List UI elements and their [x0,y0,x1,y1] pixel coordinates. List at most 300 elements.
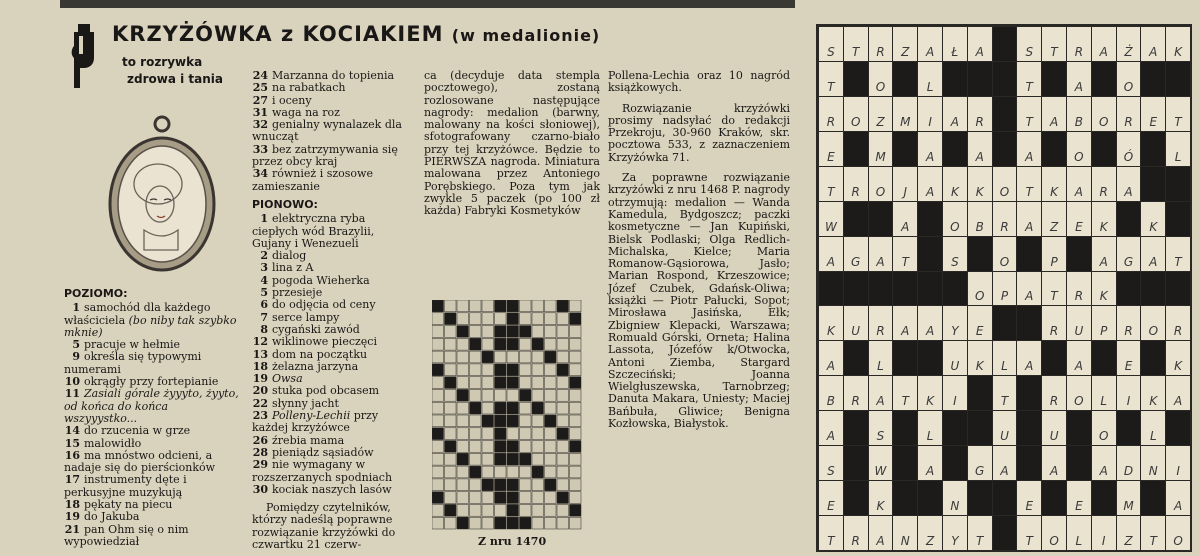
clue-number: 26 [252,433,268,447]
grid-cell[interactable] [1116,166,1142,202]
grid-cell[interactable] [917,166,943,202]
clue-number: 6 [260,298,268,312]
cell-letter: A [975,149,984,164]
grid-cell[interactable] [818,236,844,272]
grid-cell[interactable] [1165,445,1191,481]
cell-letter: K [1174,359,1183,374]
grid-cell[interactable] [1041,236,1067,272]
cell-letter: A [1124,184,1133,199]
grid-cell[interactable] [1041,271,1067,307]
grid-cell[interactable] [1041,305,1067,341]
grid-cell[interactable] [967,445,993,481]
grid-cell[interactable] [992,166,1018,202]
grid-cell[interactable] [1016,166,1042,202]
grid-cell[interactable] [818,201,844,237]
grid-cell[interactable] [1091,375,1117,411]
grid-cell[interactable] [917,305,943,341]
cell-letter: A [1099,254,1108,269]
grid-cell[interactable] [942,96,968,132]
grid-cell[interactable] [1091,445,1117,481]
cell-letter: A [1173,394,1183,409]
grid-cell[interactable] [917,515,943,551]
clue-text: dom na początku [272,347,368,361]
cell-letter: A [925,44,935,59]
clue-italic-text: (bo niby tak szybko mknie) [64,313,237,339]
grid-cell[interactable] [1016,480,1042,516]
clue-text: kociak naszych lasów [272,482,392,496]
cell-letter: A [1049,114,1059,129]
grid-cell[interactable] [1116,305,1142,341]
clue-number: 11 [64,387,80,401]
grid-cell[interactable] [992,236,1018,272]
cell-letter: I [1126,394,1131,409]
cell-letter: O [974,289,985,304]
cell-letter: Ż [1124,44,1133,59]
clue-number: 21 [64,522,80,536]
grid-cell[interactable] [992,375,1018,411]
grid-block [1165,410,1191,446]
grid-cell[interactable] [818,445,844,481]
cell-letter: T [827,79,835,94]
grid-block [1091,131,1117,167]
grid-cell[interactable] [942,26,968,62]
grid-cell[interactable] [868,305,894,341]
cell-letter: P [1000,289,1009,304]
grid-block [868,271,894,307]
grid-block [892,340,918,376]
grid-block [843,271,869,307]
cell-letter: O [850,114,861,129]
grid-cell[interactable] [967,305,993,341]
cell-letter: P [1100,324,1108,339]
cell-letter: N [1148,464,1158,479]
grid-cell[interactable] [1066,166,1092,202]
clue-number: 5 [72,338,80,352]
grid-cell[interactable] [1091,271,1117,307]
grid-cell[interactable] [1116,131,1142,167]
grid-block [1041,480,1067,516]
cell-letter: Ó [1123,149,1134,164]
grid-cell[interactable] [917,445,943,481]
cell-letter: O [999,254,1010,269]
grid-cell[interactable] [818,96,844,132]
cell-letter: O [1148,324,1159,339]
clue-number: 12 [252,335,268,349]
title-sub: (w medalionie) [451,26,601,45]
clue-text-tail: przy każdej krzyżówce [252,409,379,435]
grid-cell[interactable] [1140,445,1166,481]
grid-cell[interactable] [992,340,1018,376]
cell-letter: R [1124,324,1133,339]
grid-cell[interactable] [1066,480,1092,516]
grid-cell[interactable] [1041,445,1067,481]
grid-block [892,131,918,167]
grid-cell[interactable] [868,96,894,132]
grid-cell[interactable] [1066,201,1092,237]
grid-cell[interactable] [1066,26,1092,62]
grid-cell[interactable] [868,131,894,167]
cell-letter: Ł [951,44,959,59]
clue-across [64,524,242,549]
grid-cell[interactable] [868,26,894,62]
grid-cell[interactable] [1016,515,1042,551]
grid-cell[interactable] [942,305,968,341]
grid-cell[interactable] [1066,515,1092,551]
grid-cell[interactable] [868,445,894,481]
cell-letter: R [851,394,860,409]
grid-cell[interactable] [1091,305,1117,341]
grid-cell[interactable] [1116,445,1142,481]
grid-cell[interactable] [1016,26,1042,62]
grid-cell[interactable] [917,96,943,132]
clue-number: 17 [64,473,80,487]
grid-cell[interactable] [1066,96,1092,132]
cell-letter: B [826,394,836,409]
grid-cell[interactable] [1016,96,1042,132]
clue-across [64,450,242,475]
grid-cell[interactable] [967,166,993,202]
cell-letter: L [1174,149,1182,164]
grid-cell[interactable] [1165,375,1191,411]
pionowo-heading: PIONOWO: [252,197,318,211]
cell-letter: W [824,219,837,234]
clue-across [64,474,242,499]
grid-cell[interactable] [942,201,968,237]
grid-cell[interactable] [1140,410,1166,446]
grid-cell[interactable] [917,410,943,446]
grid-cell[interactable] [967,26,993,62]
grid-cell[interactable] [818,480,844,516]
cell-letter: R [1074,289,1084,304]
grid-cell[interactable] [868,61,894,97]
grid-cell[interactable] [818,26,844,62]
cell-letter: A [1149,44,1158,59]
cell-letter: P [1050,254,1058,269]
grid-cell[interactable] [1041,96,1067,132]
grid-cell[interactable] [892,375,918,411]
grid-cell[interactable] [892,26,918,62]
grid-cell[interactable] [1066,340,1092,376]
grid-cell[interactable] [1165,96,1191,132]
grid-cell[interactable] [892,166,918,202]
cell-letter: A [826,254,835,269]
grid-cell[interactable] [843,305,869,341]
grid-cell[interactable] [818,131,844,167]
grid-cell[interactable] [1116,515,1142,551]
clue-number: 34 [252,167,268,181]
clue-number: 3 [260,261,268,275]
cell-letter: S [951,254,959,269]
grid-cell[interactable] [868,166,894,202]
grid-cell[interactable] [1041,201,1067,237]
cell-letter: K [1149,219,1158,234]
clue-number: 1 [260,212,268,226]
cell-letter: A [1074,79,1083,94]
grid-cell[interactable] [1165,340,1191,376]
grid-cell[interactable] [1066,131,1092,167]
tagline-line-1: to rozrywka [122,55,203,69]
medallion-portrait [104,112,224,272]
grid-cell[interactable] [1165,305,1191,341]
clue-number: 28 [252,445,268,459]
tagline-line-2: zdrowa i tania [127,72,223,86]
col4-para-2: Rozwiązanie krzyżówki prosimy nadsyłać do redakcji Przekroju, 30-960 Kraków, skr. pocztowa 533, z zaznaczeniem Krzyżówka 71. [608,101,790,164]
grid-cell[interactable] [1091,201,1117,237]
grid-cell[interactable] [892,515,918,551]
cell-letter: Z [925,533,935,548]
grid-cell[interactable] [967,271,993,307]
cell-letter: L [1100,394,1108,409]
grid-block [1140,340,1166,376]
grid-cell[interactable] [942,375,968,411]
cell-letter: G [1123,254,1134,269]
grid-block [917,201,943,237]
grid-cell[interactable] [1165,480,1191,516]
grid-cell[interactable] [818,515,844,551]
grid-cell[interactable] [1091,410,1117,446]
grid-cell[interactable] [818,166,844,202]
grid-cell[interactable] [942,480,968,516]
grid-block [1116,271,1142,307]
cell-letter: R [1000,219,1009,234]
grid-cell[interactable] [1140,96,1166,132]
cell-letter: E [1149,114,1158,129]
grid-cell[interactable] [1140,26,1166,62]
grid-block [1041,131,1067,167]
grid-block [917,480,943,516]
grid-block [843,340,869,376]
grid-cell[interactable] [818,410,844,446]
clue-number: 27 [252,93,268,107]
grid-block [992,131,1018,167]
grid-cell[interactable] [892,236,918,272]
grid-cell[interactable] [992,410,1018,446]
grid-cell[interactable] [917,26,943,62]
grid-cell[interactable] [1041,166,1067,202]
grid-cell[interactable] [1116,96,1142,132]
cell-letter: O [1098,114,1109,129]
grid-cell[interactable] [1016,271,1042,307]
clue-text: żelazna jarzyna [272,359,359,373]
cell-letter: R [1173,324,1183,339]
grid-cell[interactable] [843,236,869,272]
cell-letter: O [1173,533,1183,548]
grid-cell[interactable] [1165,515,1191,551]
clue-number: 18 [64,498,80,512]
clue-italic-text: Owsa [272,372,303,386]
clue-text: określa się typowymi numerami [64,350,202,376]
grid-cell[interactable] [1140,515,1166,551]
grid-cell[interactable] [1165,236,1191,272]
grid-cell[interactable] [1140,236,1166,272]
clue-across [64,302,242,339]
grid-cell[interactable] [868,340,894,376]
grid-cell[interactable] [843,96,869,132]
cell-letter: L [877,359,884,374]
grid-cell[interactable] [942,166,968,202]
grid-block [843,201,869,237]
grid-cell[interactable] [992,271,1018,307]
grid-cell[interactable] [1165,26,1191,62]
grid-cell[interactable] [892,305,918,341]
grid-block [892,271,918,307]
grid-cell[interactable] [942,515,968,551]
grid-cell[interactable] [868,375,894,411]
grid-block [942,445,968,481]
cell-letter: R [876,44,885,59]
grid-cell[interactable] [1091,236,1117,272]
grid-cell[interactable] [1016,61,1042,97]
grid-cell[interactable] [868,515,894,551]
grid-cell[interactable] [967,96,993,132]
clue-text: genialny wynalazek dla wnucząt [252,118,402,144]
grid-block [942,61,968,97]
grid-cell[interactable] [1066,305,1092,341]
grid-cell[interactable] [1016,201,1042,237]
cell-letter: R [1124,114,1133,129]
clue-number: 33 [252,142,268,156]
clue-text: lina z A [272,261,314,275]
prize-intro-text: Pomiędzy czytelników, którzy nadeślą poprawne rozwiązanie krzyżówki do czwartku 21 czerw- [252,501,396,551]
cell-letter: U [851,324,861,339]
clue-text: pracuje w hełmie [84,338,181,352]
clue-number: 19 [252,372,268,386]
cell-letter: A [925,149,935,164]
page-title [112,22,600,46]
cell-letter: Z [876,114,885,129]
grid-cell[interactable] [868,236,894,272]
clue-italic-text: Zasiali górale żyyyto, żyyto, od końca do końca wszyyystko... [64,387,239,425]
grid-cell[interactable] [818,61,844,97]
grid-block [1116,410,1142,446]
grid-cell[interactable] [1116,340,1142,376]
grid-block [1066,445,1092,481]
grid-cell[interactable] [1066,61,1092,97]
grid-block [1165,271,1191,307]
grid-cell[interactable] [1066,375,1092,411]
grid-cell[interactable] [992,445,1018,481]
grid-cell[interactable] [1116,375,1142,411]
column-4 [608,70,790,430]
grid-cell[interactable] [1041,26,1067,62]
grid-cell[interactable] [818,340,844,376]
clue-text: pękaty na piecu [84,498,173,512]
clue-number: 2 [260,249,268,263]
grid-block [917,236,943,272]
grid-cell[interactable] [967,131,993,167]
clue-text: Marzanna do topienia [272,69,395,82]
grid-cell[interactable] [1016,131,1042,167]
grid-cell[interactable] [1091,96,1117,132]
cell-letter: O [1123,79,1134,94]
grid-cell[interactable] [818,375,844,411]
grid-cell[interactable] [967,340,993,376]
grid-cell[interactable] [1066,271,1092,307]
grid-cell[interactable] [917,375,943,411]
grid-cell[interactable] [843,166,869,202]
grid-cell[interactable] [1016,340,1042,376]
grid-block [843,480,869,516]
cell-letter: O [1074,394,1084,409]
grid-cell[interactable] [992,201,1018,237]
grid-cell[interactable] [1041,410,1067,446]
cell-letter: Z [1124,533,1133,548]
grid-cell[interactable] [917,131,943,167]
cell-letter: T [1025,79,1033,94]
grid-cell[interactable] [942,340,968,376]
grid-cell[interactable] [1091,166,1117,202]
cell-letter: T [1025,114,1033,129]
grid-cell[interactable] [818,305,844,341]
grid-cell[interactable] [1165,131,1191,167]
grid-block [1140,480,1166,516]
cell-letter: R [851,533,860,548]
grid-cell[interactable] [1140,201,1166,237]
cell-letter: L [926,79,934,94]
cell-letter: G [851,254,861,269]
grid-cell[interactable] [892,96,918,132]
cell-letter: E [827,149,835,164]
cell-letter: T [901,254,909,269]
grid-block [967,410,993,446]
clue-number: 1 [72,301,80,315]
col4-para-1: Pollena-Lechia oraz 10 nagród książkowych. [608,69,790,95]
cell-letter: D [1123,464,1134,479]
grid-block [892,445,918,481]
grid-block [892,480,918,516]
grid-cell[interactable] [1041,515,1067,551]
grid-cell[interactable] [1041,375,1067,411]
grid-block [843,61,869,97]
cell-letter: T [1025,533,1033,548]
column-3 [424,70,600,218]
grid-cell[interactable] [843,515,869,551]
grid-cell[interactable] [1140,375,1166,411]
grid-cell[interactable] [967,201,993,237]
grid-cell[interactable] [1116,26,1142,62]
tagline [122,54,223,88]
cell-letter: A [1149,254,1158,269]
grid-cell[interactable] [917,61,943,97]
cell-letter: K [1099,289,1108,304]
cell-letter: B [975,219,984,234]
grid-cell[interactable] [843,375,869,411]
grid-cell[interactable] [1116,480,1142,516]
grid-cell[interactable] [1091,515,1117,551]
cell-letter: E [975,324,984,339]
grid-block [868,201,894,237]
grid-cell[interactable] [942,236,968,272]
grid-cell[interactable] [1116,236,1142,272]
cell-letter: K [826,324,835,339]
grid-block [917,271,943,307]
cell-letter: A [1074,184,1083,199]
grid-cell[interactable] [892,201,918,237]
grid-cell[interactable] [843,26,869,62]
clue-text: wiklinowe pieczęci [272,335,377,349]
cell-letter: O [1098,429,1109,444]
cell-letter: T [1174,254,1182,269]
cell-letter: E [1075,499,1083,514]
cell-letter: Y [951,533,959,548]
grid-cell[interactable] [868,410,894,446]
grid-cell[interactable] [967,515,993,551]
clue-text: na rabatkach [272,81,346,95]
grid-cell[interactable] [1140,305,1166,341]
grid-cell[interactable] [868,480,894,516]
grid-cell[interactable] [1091,26,1117,62]
grid-cell[interactable] [1116,61,1142,97]
